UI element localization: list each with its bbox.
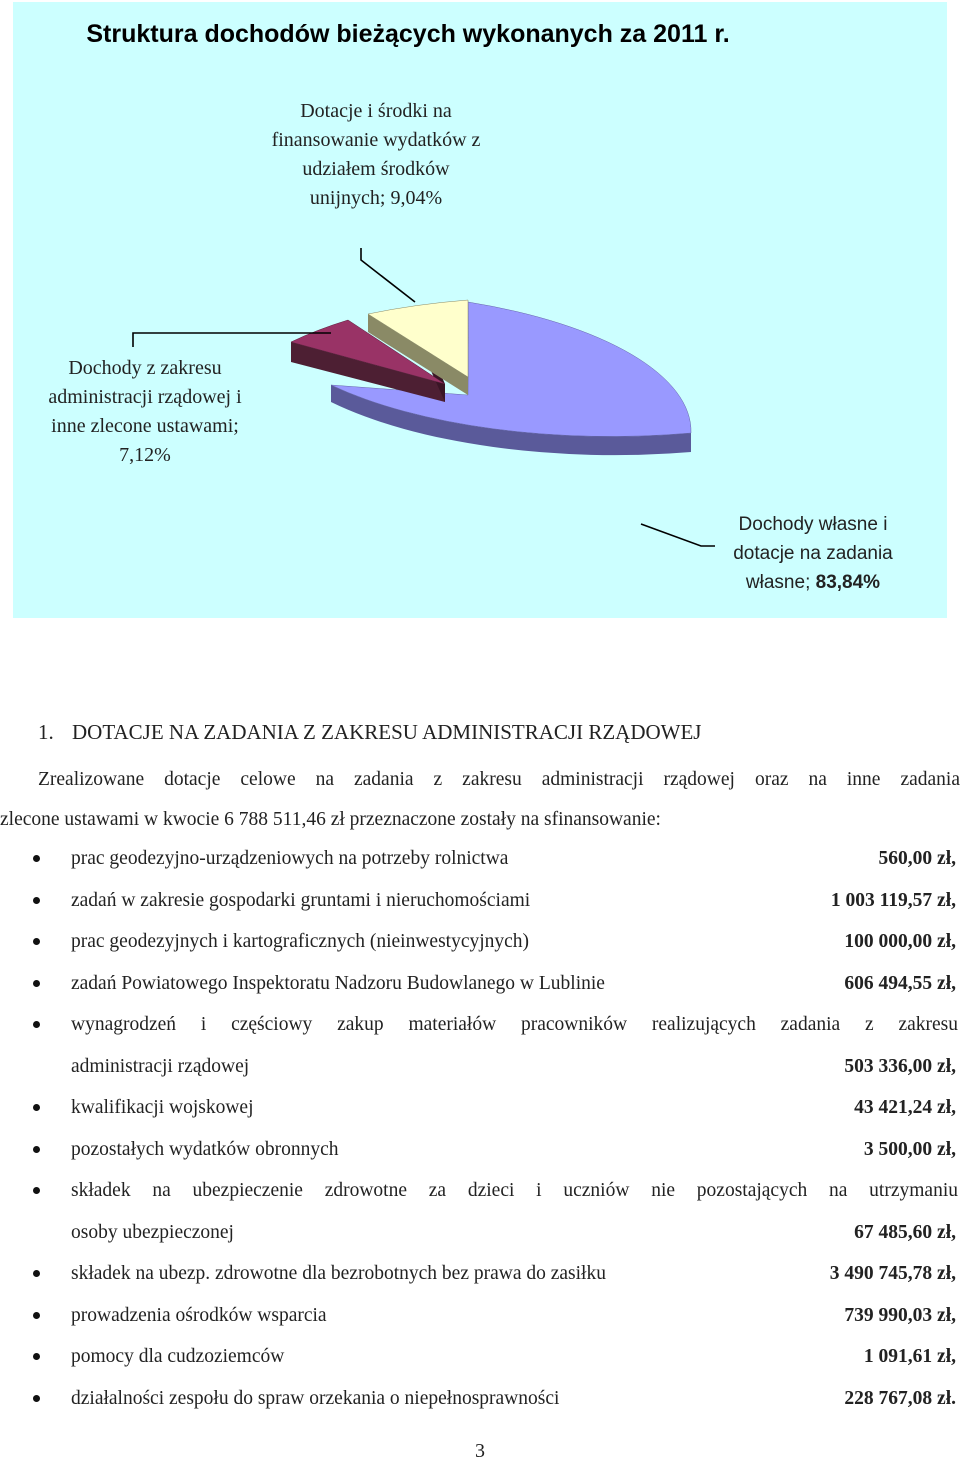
item-text: zadań w zakresie gospodarki gruntami i nieruchomościami — [71, 889, 531, 911]
item-text: osoby ubezpieczonej — [71, 1221, 234, 1243]
item-text: prac geodezyjno-urządzeniowych na potrzeby rolnictwa — [71, 848, 509, 869]
list-item — [0, 1087, 960, 1129]
intro-line-1: Zrealizowane dotacje celowe na zadania z zakresu administracji rządowej oraz na inne zadania — [38, 769, 960, 790]
item-text-line-1: wynagrodzeń i częściowy zakup materiałów pracowników realizujących zadania z zakresu — [71, 1014, 958, 1035]
item-amount: 3 490 745,78 zł, — [829, 1263, 956, 1284]
funding-list — [0, 838, 960, 1419]
item-amount: 1 003 119,57 zł, — [830, 889, 956, 911]
bullet-icon — [33, 1104, 40, 1111]
item-amount: 3 500,00 zł, — [863, 1138, 956, 1160]
slice-label-own-value: 83,84% — [815, 572, 881, 593]
bullet-icon — [33, 1021, 40, 1028]
list-item — [0, 963, 960, 1005]
slice-label-eu — [271, 97, 481, 213]
item-text: działalności zespołu do spraw orzekania o niepełnosprawności — [71, 1387, 560, 1409]
slice-label-eu-value: 9,04% — [390, 187, 443, 209]
leader-line-eu — [361, 248, 415, 302]
list-item — [0, 880, 960, 922]
slice-label-admin-text: Dochody z zakresu administracji rządowej i inne zlecone ustawami; — [48, 357, 242, 437]
item-amount: 67 485,60 zł, — [854, 1221, 956, 1243]
item-amount: 739 990,03 zł, — [844, 1304, 956, 1326]
item-text: pozostałych wydatków obronnych — [71, 1138, 339, 1160]
item-amount: 1 091,61 zł, — [863, 1346, 956, 1367]
bullet-icon — [33, 1270, 40, 1277]
slice-label-own — [713, 510, 913, 597]
list-item — [0, 1129, 960, 1171]
item-text: kwalifikacji wojskowej — [71, 1097, 254, 1118]
list-item — [0, 1004, 960, 1087]
item-text: zadań Powiatowego Inspektoratu Nadzoru Budowlanego w Lublinie — [71, 972, 605, 994]
item-text: składek na ubezp. zdrowotne dla bezrobotnych bez prawa do zasiłku — [71, 1263, 606, 1284]
bullet-icon — [33, 897, 40, 904]
slice-label-admin — [43, 354, 247, 470]
bullet-icon — [33, 1395, 40, 1402]
item-text-line-1: składek na ubezpieczenie zdrowotne za dzieci i uczniów nie pozostających na utrzymaniu — [71, 1180, 958, 1201]
bullet-icon — [33, 980, 40, 987]
bullet-icon — [33, 855, 40, 862]
bullet-icon — [33, 1187, 40, 1194]
bullet-icon — [33, 1146, 40, 1153]
item-text: prowadzenia ośrodków wsparcia — [71, 1304, 327, 1326]
item-text: administracji rządowej — [71, 1055, 250, 1077]
item-text: pomocy dla cudzoziemców — [71, 1346, 285, 1367]
leader-line-own — [641, 524, 715, 546]
list-item — [0, 1295, 960, 1337]
list-item — [0, 1336, 960, 1378]
intro-paragraph — [0, 760, 960, 840]
list-item — [0, 1378, 960, 1420]
intro-line-2: zlecone ustawami w kwocie 6 788 511,46 zł przeznaczone zostały na sfinansowanie: — [0, 809, 661, 830]
bullet-icon — [33, 1312, 40, 1319]
list-item — [0, 921, 960, 963]
section-title: DOTACJE NA ZADANIA Z ZAKRESU ADMINISTRACJI RZĄDOWEJ — [72, 720, 702, 744]
list-item — [0, 1253, 960, 1295]
item-amount: 43 421,24 zł, — [854, 1097, 956, 1118]
item-amount: 228 767,08 zł. — [844, 1387, 956, 1409]
slice-label-eu-text: Dotacje i środki na finansowanie wydatków z udziałem środków unijnych; — [271, 100, 481, 209]
section-number: 1. — [38, 720, 54, 744]
bullet-icon — [33, 938, 40, 945]
list-item — [0, 838, 960, 880]
chart-title: Struktura dochodów bieżących wykonanych za 2011 r. — [86, 20, 730, 48]
item-amount: 100 000,00 zł, — [844, 931, 956, 952]
item-text: prac geodezyjnych i kartograficznych (nieinwestycyjnych) — [71, 931, 530, 952]
item-amount: 503 336,00 zł, — [844, 1055, 956, 1077]
page-number: 3 — [475, 1440, 485, 1462]
list-item — [0, 1170, 960, 1253]
item-amount: 606 494,55 zł, — [844, 972, 956, 994]
item-amount: 560,00 zł, — [878, 848, 956, 869]
section-heading — [38, 720, 701, 745]
slice-label-own-text: Dochody własne i dotacje na zadania własne; — [733, 514, 893, 593]
pie-chart-panel — [13, 2, 947, 618]
bullet-icon — [33, 1353, 40, 1360]
slice-label-admin-value: 7,12% — [119, 444, 171, 466]
